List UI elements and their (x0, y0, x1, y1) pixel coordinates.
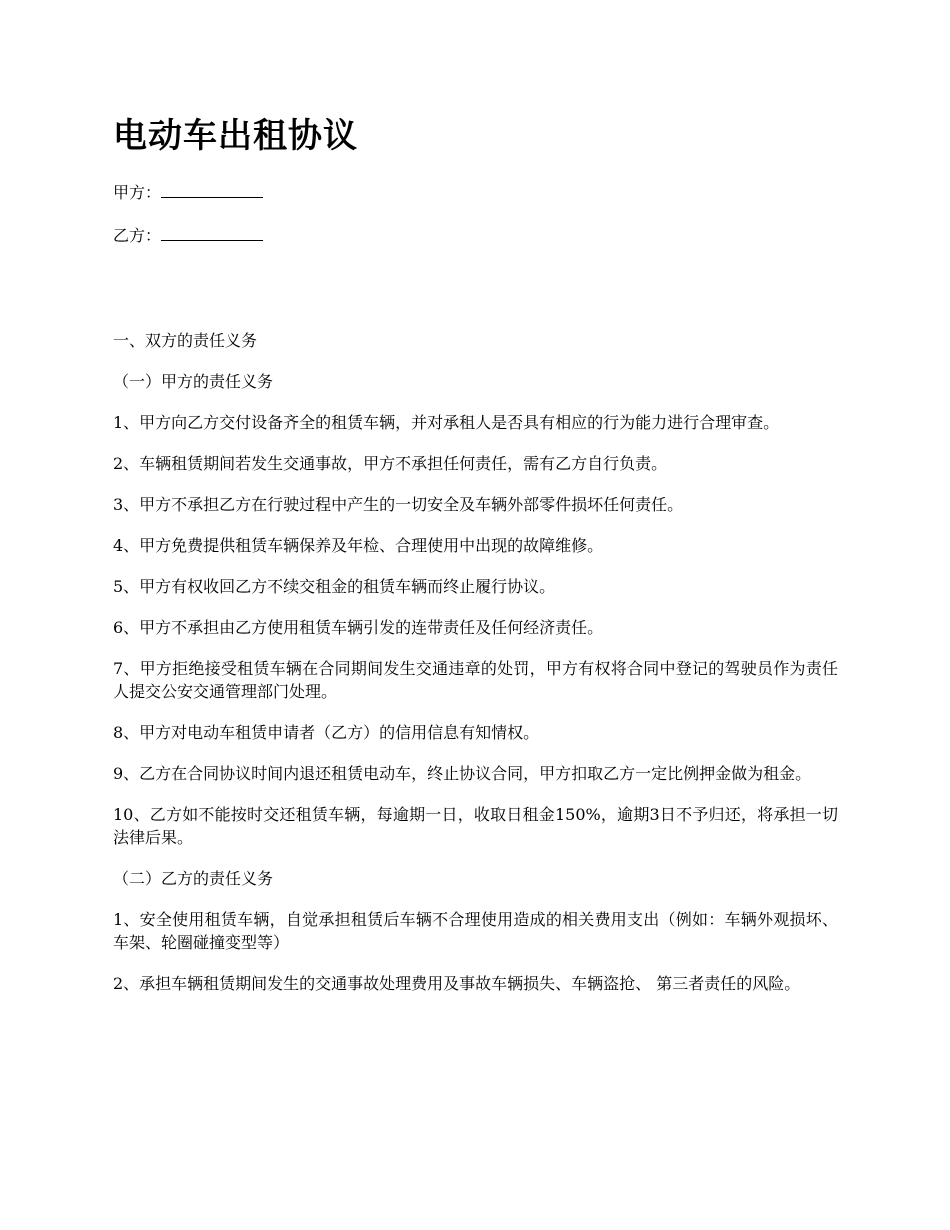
clause-item: 2、车辆租赁期间若发生交通事故，甲方不承担任何责任，需有乙方自行负责。 (113, 454, 668, 473)
section-heading: 一、双方的责任义务 (113, 331, 258, 350)
clause-item: 1、安全使用租赁车辆，自觉承担租赁后车辆不合理使用造成的相关费用支出（例如：车辆外观损坏、车架、轮圈碰撞变型等） (113, 910, 838, 952)
document-title: 电动车出租协议 (113, 116, 358, 156)
party-a-line (113, 180, 838, 205)
document-page (113, 112, 838, 1013)
clause-item: 3、甲方不承担乙方在行驶过程中产生的一切安全及车辆外部零件损坏任何责任。 (113, 495, 684, 514)
blank-space (113, 266, 838, 329)
party-a-blank (161, 180, 263, 198)
subsection-heading-party-b: （二）乙方的责任义务 (113, 869, 274, 888)
party-a-label: 甲方： (113, 183, 162, 202)
clause-item: 10、乙方如不能按时交还租赁车辆，每逾期一日，收取日租金150%，逾期3日不予归还，将承担一切法律后果。 (113, 805, 838, 847)
party-b-label: 乙方： (113, 226, 162, 245)
clause-item: 4、甲方免费提供租赁车辆保养及年检、合理使用中出现的故障维修。 (113, 536, 604, 555)
subsection-heading-party-a: （一）甲方的责任义务 (113, 372, 274, 391)
clause-item: 2、承担车辆租赁期间发生的交通事故处理费用及事故车辆损失、车辆盗抢、 第三者责任的风险。 (113, 974, 801, 993)
clause-item: 7、甲方拒绝接受租赁车辆在合同期间发生交通违章的处罚，甲方有权将合同中登记的驾驶员作为责任人提交公安交通管理部门处理。 (113, 659, 838, 701)
party-b-blank (161, 223, 263, 241)
clause-item: 9、乙方在合同协议时间内退还租赁电动车，终止协议合同，甲方扣取乙方一定比例押金做为租金。 (113, 764, 812, 783)
clause-item: 5、甲方有权收回乙方不续交租金的租赁车辆而终止履行协议。 (113, 577, 556, 596)
clause-item: 1、甲方向乙方交付设备齐全的租赁车辆，并对承租人是否具有相应的行为能力进行合理审查。 (113, 413, 780, 432)
clause-item: 6、甲方不承担由乙方使用租赁车辆引发的连带责任及任何经济责任。 (113, 618, 604, 637)
clause-item: 8、甲方对电动车租赁申请者（乙方）的信用信息有知情权。 (113, 723, 540, 742)
party-b-line (113, 223, 838, 248)
